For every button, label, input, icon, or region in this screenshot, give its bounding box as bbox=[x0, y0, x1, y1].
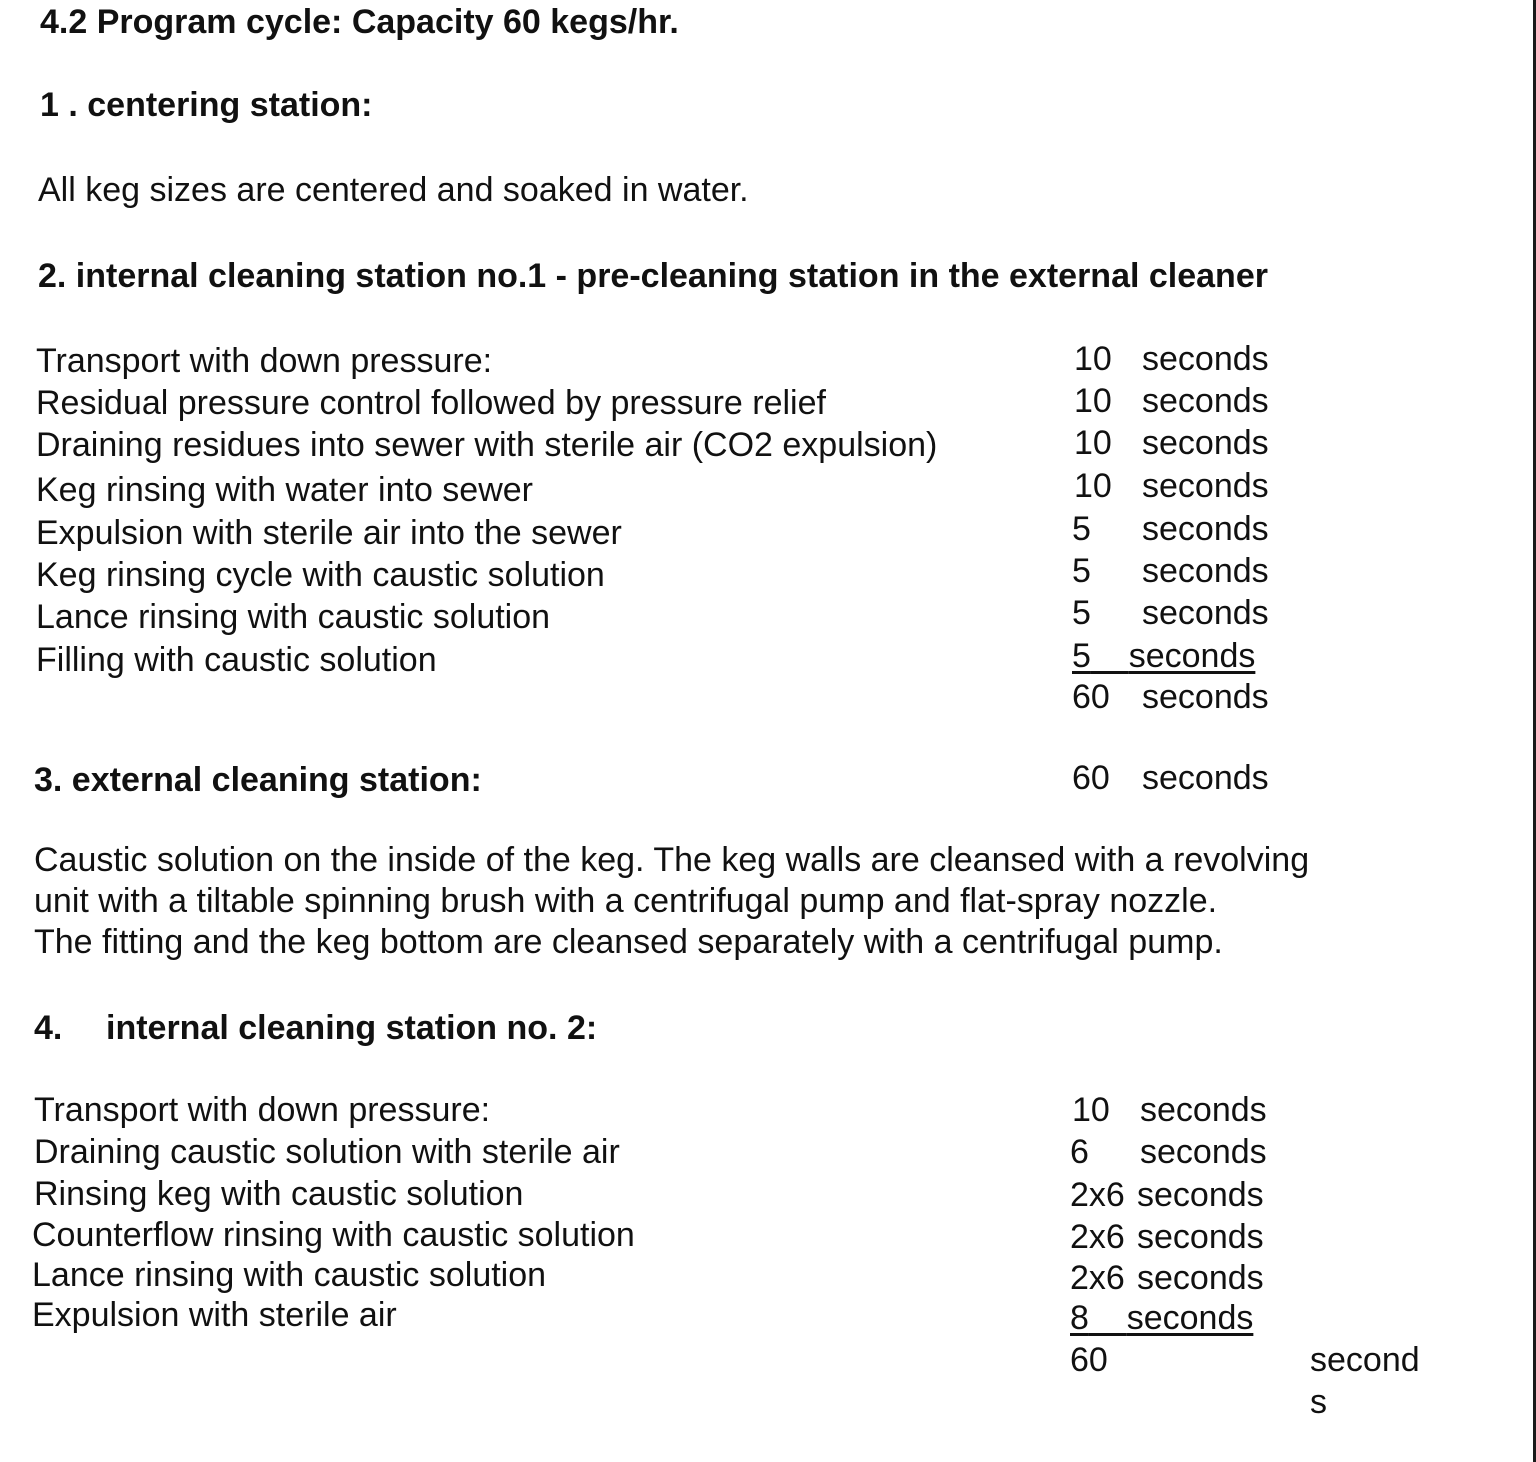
step-unit: seconds bbox=[1142, 424, 1269, 462]
centering-text: All keg sizes are centered and soaked in water. bbox=[38, 171, 749, 209]
step-unit: seconds bbox=[1142, 552, 1269, 590]
step-unit: seconds bbox=[1126, 1299, 1254, 1337]
last-step-duration-underlined bbox=[1072, 636, 1255, 676]
external-cleaning-description bbox=[34, 840, 1434, 963]
step-label: Transport with down pressure: bbox=[36, 342, 493, 380]
heading-internal-cleaning-1: 2. internal cleaning station no.1 - pre-cleaning station in the external cleaner bbox=[38, 257, 1268, 295]
step-label: Draining residues into sewer with sterile air (CO2 expulsion) bbox=[36, 426, 938, 464]
step-duration: 8 bbox=[1070, 1299, 1089, 1337]
paragraph-line: The fitting and the keg bottom are cleansed separately with a centrifugal pump. bbox=[34, 923, 1223, 961]
heading-number-4: 4. bbox=[34, 1009, 63, 1047]
step-unit: seconds bbox=[1142, 382, 1269, 420]
step-unit: seconds bbox=[1142, 467, 1269, 505]
external-cleaning-duration: 60 bbox=[1072, 759, 1110, 797]
paragraph-line: Caustic solution on the inside of the keg. The keg walls are cleansed with a revolving bbox=[34, 841, 1310, 879]
paragraph-line: unit with a tiltable spinning brush with a centrifugal pump and flat-spray nozzle. bbox=[34, 882, 1218, 920]
step-label: Lance rinsing with caustic solution bbox=[36, 598, 551, 636]
step-duration: 5 bbox=[1072, 510, 1091, 548]
step-label: Rinsing keg with caustic solution bbox=[34, 1175, 524, 1213]
step-duration: 2x6 bbox=[1070, 1176, 1125, 1214]
step-unit: seconds bbox=[1140, 1133, 1267, 1171]
heading-external-cleaning: 3. external cleaning station: bbox=[34, 761, 482, 799]
step-duration: 10 bbox=[1074, 340, 1112, 378]
step-label: Keg rinsing with water into sewer bbox=[36, 471, 534, 509]
step-unit: seconds bbox=[1137, 1259, 1264, 1297]
heading-centering-station: 1 . centering station: bbox=[40, 86, 373, 124]
station2-total-unit-line2: s bbox=[1310, 1383, 1327, 1421]
step-duration: 5 bbox=[1072, 594, 1091, 632]
external-cleaning-unit: seconds bbox=[1142, 759, 1269, 797]
step-duration: 5 bbox=[1072, 552, 1091, 590]
step-duration: 6 bbox=[1070, 1133, 1089, 1171]
step-label: Expulsion with sterile air into the sewer bbox=[36, 514, 622, 552]
step-duration: 10 bbox=[1074, 382, 1112, 420]
step-unit: seconds bbox=[1140, 1091, 1267, 1129]
step-unit: seconds bbox=[1142, 340, 1269, 378]
step-label: Counterflow rinsing with caustic solution bbox=[32, 1216, 635, 1254]
step-duration: 10 bbox=[1072, 1091, 1110, 1129]
step-label: Expulsion with sterile air bbox=[32, 1296, 397, 1334]
station2-total-unit-line1: second bbox=[1310, 1341, 1420, 1379]
step-label: Residual pressure control followed by pressure relief bbox=[36, 384, 826, 422]
step-duration: 2x6 bbox=[1070, 1259, 1125, 1297]
heading-internal-cleaning-2: internal cleaning station no. 2: bbox=[106, 1009, 598, 1047]
step-duration: 10 bbox=[1074, 424, 1112, 462]
station1-total-unit: seconds bbox=[1142, 678, 1269, 716]
step-label: Transport with down pressure: bbox=[34, 1091, 491, 1129]
step-unit: seconds bbox=[1142, 594, 1269, 632]
step-label: Filling with caustic solution bbox=[36, 641, 437, 679]
last-step-duration-underlined bbox=[1070, 1298, 1253, 1338]
station1-total: 60 bbox=[1072, 678, 1110, 716]
step-duration: 10 bbox=[1074, 467, 1112, 505]
section-title: 4.2 Program cycle: Capacity 60 kegs/hr. bbox=[40, 3, 679, 41]
station2-total: 60 bbox=[1070, 1341, 1108, 1379]
step-label: Lance rinsing with caustic solution bbox=[32, 1256, 547, 1294]
step-duration: 5 bbox=[1072, 637, 1091, 675]
step-label: Keg rinsing cycle with caustic solution bbox=[36, 556, 605, 594]
step-duration: 2x6 bbox=[1070, 1218, 1125, 1256]
step-unit: seconds bbox=[1142, 510, 1269, 548]
step-unit: seconds bbox=[1128, 637, 1256, 675]
step-unit: seconds bbox=[1137, 1176, 1264, 1214]
step-label: Draining caustic solution with sterile air bbox=[34, 1133, 620, 1171]
step-unit: seconds bbox=[1137, 1218, 1264, 1256]
